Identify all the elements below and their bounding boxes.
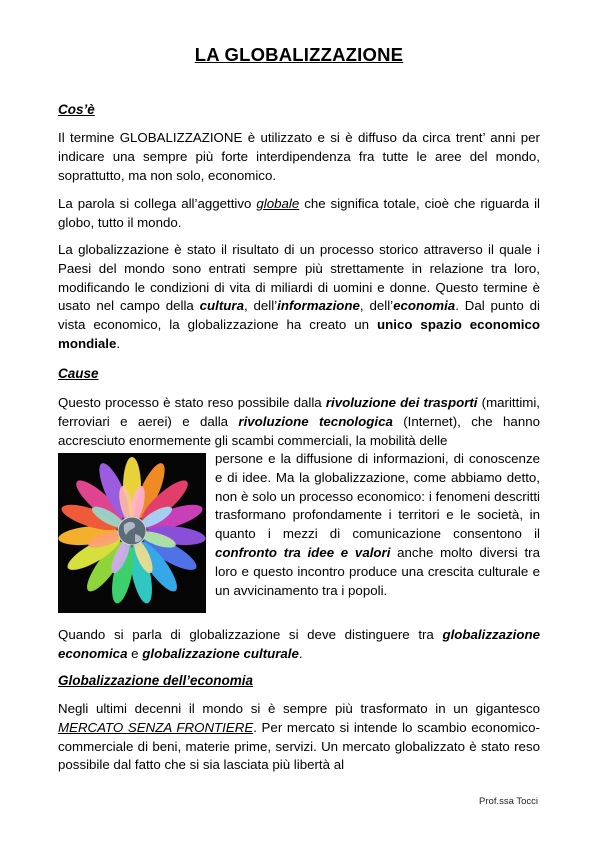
section-heading-cose: Cos’è [58, 102, 95, 117]
page-footer-author: Prof.ssa Tocci [479, 796, 538, 807]
paragraph-mercato [58, 700, 540, 775]
emphasis-globalizzazione-culturale: globalizzazione culturale [142, 645, 299, 661]
emphasis-confronto-idee: confronto tra idee e valori [215, 544, 391, 560]
text-run: anche molto diversi tra loro e questo incontro produce una crescita culturale e un avvicinamento tra i popoli. [215, 544, 541, 598]
emphasis-spazio-economico: unico spazio economico mondiale [58, 317, 540, 351]
text-run: Negli ultimi decenni il mondo si è sempre più trasformato in un gigantesco [58, 701, 540, 716]
paragraph-definition: Il termine GLOBALIZZAZIONE è utilizzato e si è diffuso da circa trent’ anni per indicare una sempre più forte interdipendenza fra tutte le aree del mondo, soprattutto, ma non solo, economico. [58, 130, 540, 183]
emphasis-globalizzazione-economica: globalizzazione economica [58, 627, 540, 661]
text-run: Questo processo è stato reso possibile dalla [58, 395, 326, 410]
text-run: e [127, 645, 143, 661]
text-run: (Internet), che hanno accresciuto enormemente gli scambi commerciali, la mobilità delle [58, 413, 541, 448]
hands-globe-icon [58, 453, 206, 613]
text-run: , dell’ [359, 298, 394, 314]
section-heading-economia: Globalizzazione dell’economia [58, 673, 254, 688]
text-run: Quando si parla di globalizzazione si deve distinguere tra [58, 627, 443, 642]
emphasis-rivoluzione-trasporti: rivoluzione dei trasporti [325, 395, 478, 410]
globalization-hands-image [58, 453, 206, 613]
paragraph-cause [58, 394, 540, 450]
text-run: . Dal punto di vista economico, la globalizzazione ha creato un [58, 298, 540, 333]
emphasis-globale: globale [256, 196, 300, 211]
emphasis-informazione: informazione [277, 298, 360, 314]
text-run: La globalizzazione è stato il risultato di un processo storico attraverso il quale i Paesi del mondo sono entrati sempre più strettamente in relazione tra loro, modificando le condizioni di vita di miliardi di uomini e donne. Questo termine è usato nel campo della [58, 242, 540, 314]
text-run: , dell’ [243, 298, 278, 314]
text-run: . Per mercato si intende lo scambio economico-commerciale di beni, materie prime, servizi. Un mercato globalizzato è stato reso possibile dal fatto che si sia lasciata più libertà al [58, 719, 540, 773]
text-run: . [116, 335, 121, 351]
emphasis-mercato-senza-frontiere: MERCATO SENZA FRONTIERE [58, 719, 254, 735]
text-run: (marittimi, ferroviari e aerei) e dalla [58, 395, 541, 429]
page-title: LA GLOBALIZZAZIONE [194, 44, 404, 65]
paragraph-wrapped-beside-image [215, 450, 540, 600]
emphasis-economia: economia [393, 298, 456, 314]
text-run: che significa totale, cioè che riguarda il globo, tutto il mondo. [58, 196, 540, 230]
paragraph-processo-storico [58, 241, 540, 354]
section-heading-cause: Cause [58, 366, 99, 381]
emphasis-cultura: cultura [199, 298, 244, 314]
paragraph-distinzione [58, 626, 540, 664]
text-run: La parola si collega all’aggettivo [58, 196, 257, 211]
emphasis-rivoluzione-tecnologica: rivoluzione tecnologica [238, 413, 393, 429]
paragraph-globale [58, 195, 540, 233]
text-run: . [298, 645, 303, 661]
text-run: persone e la diffusione di informazioni, di conoscenze e di idee. Ma la globalizzazione, come abbiamo detto, non è solo un processo economico: i fenomeni descritti trasformano profondamente i territori e le società, in quanto i mezzi di comunicazione consentono il [215, 451, 540, 542]
